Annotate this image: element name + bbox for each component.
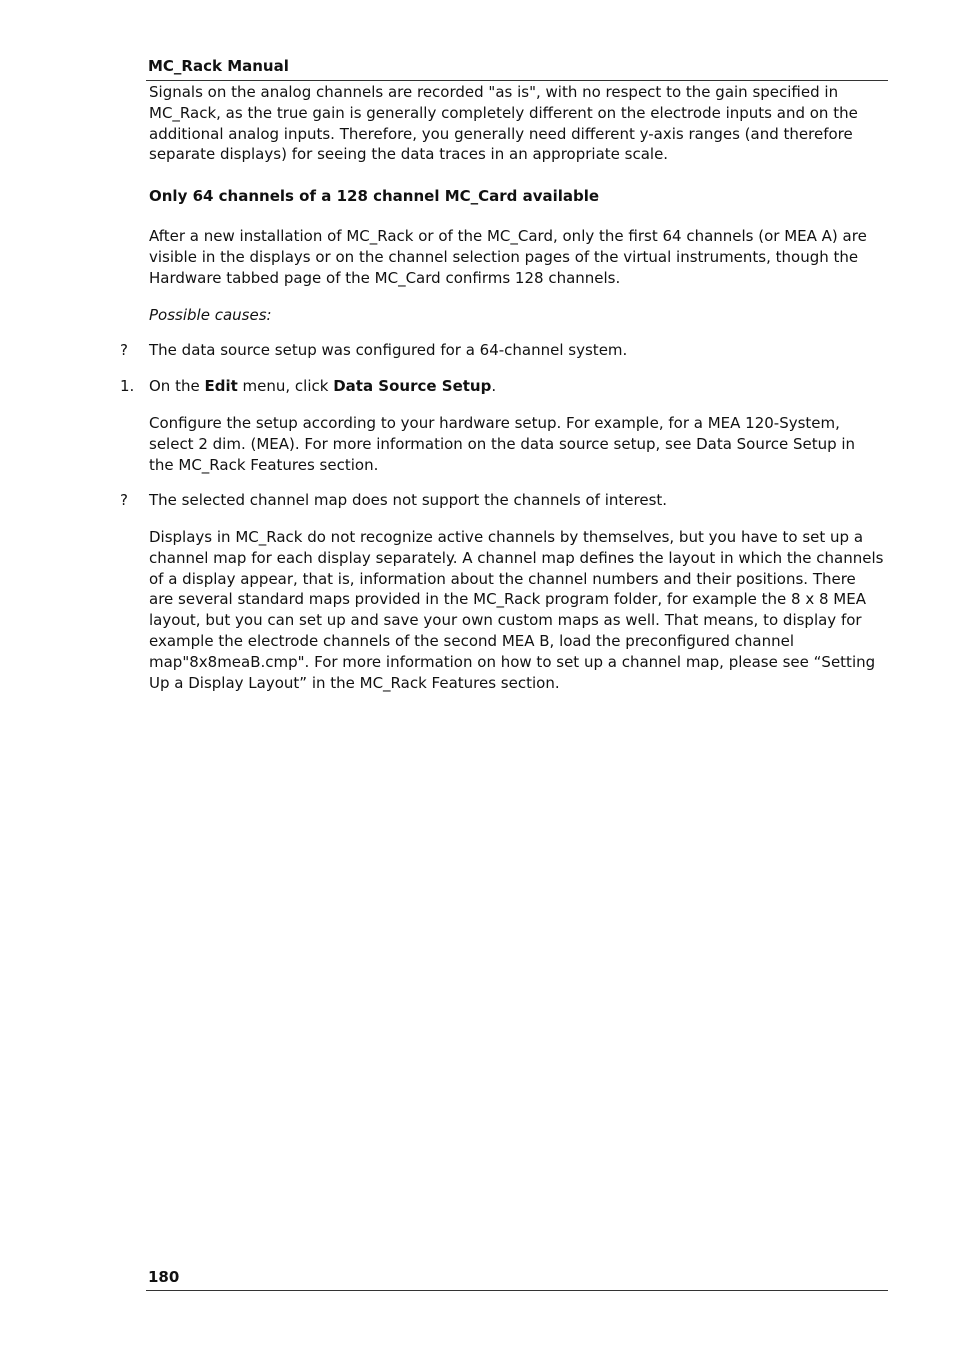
step-1-pre: On the xyxy=(149,377,205,395)
paragraph-configure-setup: Configure the setup according to your hardware setup. For example, for a MEA 120-System, select 2 dim. (MEA). For more information on the data source setup, see Data Source Setup in the MC_Rack Features section. xyxy=(149,414,856,474)
cause-1-marker: ? xyxy=(120,341,128,359)
possible-causes-label: Possible causes: xyxy=(149,306,272,324)
step-1-mid: menu, click xyxy=(237,377,334,395)
cause-2-text: The selected channel map does not support the channels of interest. xyxy=(149,491,668,509)
footer-rule xyxy=(146,1290,888,1291)
step-1-marker: 1. xyxy=(120,377,135,395)
section-heading: Only 64 channels of a 128 channel MC_Card available xyxy=(149,187,600,205)
cause-2-marker: ? xyxy=(120,491,128,509)
cause-1-text: The data source setup was configured for a 64-channel system. xyxy=(149,341,628,359)
step-1-post: . xyxy=(491,377,497,395)
page-number: 180 xyxy=(148,1268,180,1286)
step-1-text xyxy=(149,376,884,397)
paragraph-installation: After a new installation of MC_Rack or of the MC_Card, only the first 64 channels (or MEA A) are visible in the displays or on the channel selection pages of the virtual instruments, though the Hardware tabbed page of the MC_Card confirms 128 channels. xyxy=(149,227,867,287)
page-header-title: MC_Rack Manual xyxy=(148,57,289,75)
data-source-setup-command: Data Source Setup xyxy=(333,377,492,395)
edit-menu-name: Edit xyxy=(204,377,238,395)
paragraph-analog-signals: Signals on the analog channels are recorded "as is", with no respect to the gain specified in MC_Rack, as the true gain is generally completely different on the electrode inputs and on the additional analog inputs. Therefore, you generally need different y-axis ranges (and therefore separate displays) for seeing the data traces in an appropriate scale. xyxy=(149,83,858,164)
paragraph-channel-map: Displays in MC_Rack do not recognize active channels by themselves, but you have to set up a channel map for each display separately. A channel map defines the layout in which the channels of a display appear, that is, information about the channel numbers and their positions. There are several standard maps provided in the MC_Rack program folder, for example the 8 x 8 MEA layout, but you can set up and save your own custom maps as well. That means, to display for example the electrode channels of the second MEA B, load the preconfigured channel map"8x8meaB.cmp". For more information on how to set up a channel map, please see “Setting Up a Display Layout” in the MC_Rack Features section. xyxy=(149,528,884,692)
header-rule xyxy=(146,80,888,81)
